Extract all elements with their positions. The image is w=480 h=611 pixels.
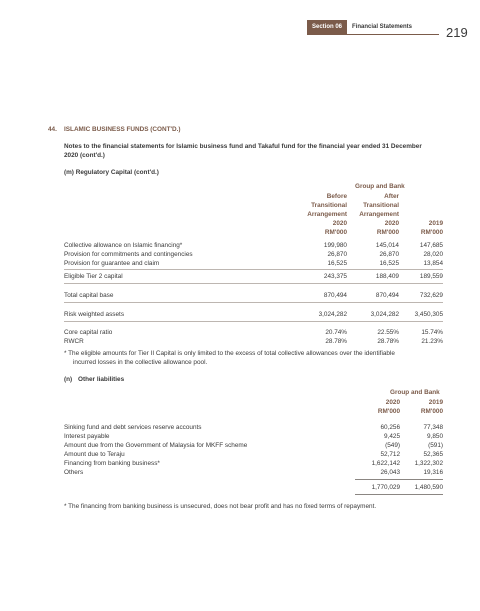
cell-2019: 189,559	[419, 273, 443, 280]
cell-before: 20.74%	[325, 329, 347, 336]
section-n-label: (n)	[64, 376, 73, 383]
row-label: Collective allowance on Islamic financing*	[64, 242, 183, 249]
cell-before: 199,980	[323, 242, 347, 249]
cell-before: 26,870	[327, 251, 347, 258]
cell-2019: 732,629	[419, 292, 443, 299]
cell-2020: (549)	[385, 442, 400, 449]
row-label: Provision for guarantee and claim	[64, 260, 160, 267]
cell-2020: 60,256	[380, 424, 400, 431]
divider	[64, 321, 443, 322]
cell-before: 243,375	[323, 273, 347, 280]
header-title: Financial Statements	[352, 24, 413, 30]
page-number: 219	[446, 25, 468, 40]
row-label: Sinking fund and debt services reserve accounts	[64, 424, 202, 431]
cell-after: 16,525	[379, 260, 399, 267]
note-title: ISLAMIC BUSINESS FUNDS (CONT'D.)	[64, 126, 181, 133]
cell-before: 28.78%	[325, 338, 347, 345]
cell-before: 3,024,282	[318, 311, 347, 318]
section-m-heading: (m) Regulatory Capital (cont'd.)	[64, 169, 159, 176]
row-label: Others	[64, 469, 84, 476]
row-label: Core capital ratio	[64, 329, 113, 336]
note-subtitle-line1: Notes to the financial statements for Islamic business fund and Takaful fund for the financial year ended 31 December	[64, 143, 422, 150]
cell-2019: 13,854	[423, 260, 443, 267]
row-label: Financing from banking business*	[64, 460, 160, 467]
total-divider	[355, 494, 443, 495]
cell-2019: 3,450,305	[414, 311, 443, 318]
cell-after: 3,024,282	[370, 311, 399, 318]
divider	[64, 269, 443, 270]
cell-2019: 1,322,302	[414, 460, 443, 467]
total-2020: 1,770,029	[371, 484, 400, 491]
col-2020-header: 2020 RM'000	[377, 399, 400, 415]
row-label: Amount due to Teraju	[64, 451, 125, 458]
row-label: Interest payable	[64, 433, 110, 440]
cell-2019: 77,348	[423, 424, 443, 431]
cell-2019: 147,685	[419, 242, 443, 249]
section-n-group-header: Group and Bank	[390, 389, 440, 396]
cell-after: 870,494	[375, 292, 399, 299]
cell-2019: 52,365	[423, 451, 443, 458]
cell-after: 188,409	[375, 273, 399, 280]
cell-2019: 28,020	[423, 251, 443, 258]
note-subtitle-line2: 2020 (cont'd.)	[64, 152, 105, 159]
cell-2020: 1,622,142	[371, 460, 400, 467]
cell-2019: (591)	[428, 442, 443, 449]
cell-after: 28.78%	[377, 338, 399, 345]
total-divider	[355, 479, 443, 480]
row-label: RWCR	[64, 338, 84, 345]
section-n-heading: Other liabilities	[78, 376, 125, 383]
col-after-header: After Transitional Arrangement 2020 RM'000	[359, 193, 399, 236]
header-rule	[307, 34, 439, 35]
section-m-group-header: Group and Bank	[355, 183, 405, 190]
footnote-m-line2: incurred losses in the collective allowance pool.	[73, 359, 208, 366]
row-label: Risk weighted assets	[64, 311, 125, 318]
cell-before: 870,494	[323, 292, 347, 299]
cell-after: 26,870	[379, 251, 399, 258]
cell-2019: 21.23%	[421, 338, 443, 345]
cell-2020: 9,425	[384, 433, 400, 440]
footnote-m-line1: * The eligible amounts for Tier II Capital is only limited to the excess of total collective allowances over the identifiable	[64, 350, 395, 357]
section-badge: Section 06	[307, 20, 347, 34]
divider	[64, 283, 443, 284]
cell-before: 16,525	[327, 260, 347, 267]
cell-after: 145,014	[375, 242, 399, 249]
col-2019-header-n: 2019 RM'000	[420, 399, 443, 415]
cell-2019: 19,316	[423, 469, 443, 476]
cell-2019: 15.74%	[421, 329, 443, 336]
note-number: 44.	[48, 126, 57, 133]
row-label: Total capital base	[64, 292, 114, 299]
row-label: Eligible Tier 2 capital	[64, 273, 123, 280]
cell-2020: 26,043	[380, 469, 400, 476]
cell-2020: 52,712	[380, 451, 400, 458]
total-2019: 1,480,590	[414, 484, 443, 491]
cell-2019: 9,850	[427, 433, 443, 440]
row-label: Provision for commitments and contingencies	[64, 251, 193, 258]
col-before-header: Before Transitional Arrangement 2020 RM'000	[307, 193, 347, 236]
row-label: Amount due from the Government of Malaysia for MKFF scheme	[64, 442, 248, 449]
cell-after: 22.55%	[377, 329, 399, 336]
footnote-n: * The financing from banking business is unsecured, does not bear profit and has no fixed terms of repayment.	[64, 503, 377, 510]
divider	[64, 302, 443, 303]
col-2019-header: 2019 RM'000	[420, 220, 443, 236]
